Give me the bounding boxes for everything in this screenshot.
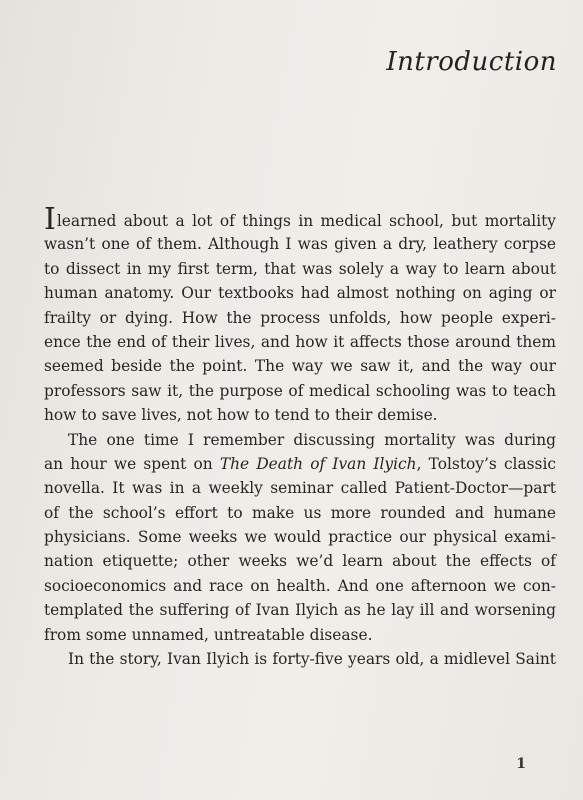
line-text: learned about a lot of things in medical school, but mortality bbox=[56, 212, 556, 230]
text-line: wasn’t one of them. Although I was given a dry, leathery corpse bbox=[44, 235, 556, 254]
line-text: , Tolstoy’s classic bbox=[416, 454, 556, 473]
text-line: The one time I remember discussing mortality was during bbox=[68, 430, 556, 449]
text-line: seemed beside the point. The way we saw it, and the way our bbox=[44, 357, 556, 376]
line-text: an hour we spent on bbox=[44, 454, 220, 473]
text-line: human anatomy. Our textbooks had almost nothing on aging or bbox=[44, 284, 556, 303]
text-line: professors saw it, the purpose of medical schooling was to teach bbox=[44, 381, 556, 400]
text-line: frailty or dying. How the process unfolds, how people experi- bbox=[44, 308, 556, 327]
chapter-title: Introduction bbox=[386, 47, 557, 77]
text-line: In the story, Ivan Ilyich is forty-five years old, a midlevel Saint bbox=[68, 650, 556, 669]
text-line: from some unnamed, untreatable disease. bbox=[44, 625, 373, 644]
text-line bbox=[44, 202, 556, 237]
text-line: novella. It was in a weekly seminar called Patient-Doctor—part bbox=[44, 479, 556, 498]
text-line: socioeconomics and race on health. And one afternoon we con- bbox=[44, 576, 556, 595]
text-line: ence the end of their lives, and how it affects those around them bbox=[44, 332, 556, 351]
book-title-italic: The Death of Ivan Ilyich bbox=[219, 454, 417, 473]
page-number: 1 bbox=[516, 756, 526, 772]
text-line: physicians. Some weeks we would practice our physical exami- bbox=[44, 528, 556, 547]
text-line bbox=[44, 452, 556, 476]
text-line: nation etiquette; other weeks we’d learn about the effects of bbox=[44, 552, 556, 571]
text-line: of the school’s effort to make us more rounded and humane bbox=[44, 503, 556, 522]
text-line: to dissect in my first term, that was solely a way to learn about bbox=[44, 259, 556, 278]
drop-cap: I bbox=[44, 202, 56, 237]
text-line: how to save lives, not how to tend to their demise. bbox=[44, 406, 438, 425]
body-text bbox=[44, 202, 556, 671]
text-line: templated the suffering of Ivan Ilyich as he lay ill and worsening bbox=[44, 601, 556, 620]
